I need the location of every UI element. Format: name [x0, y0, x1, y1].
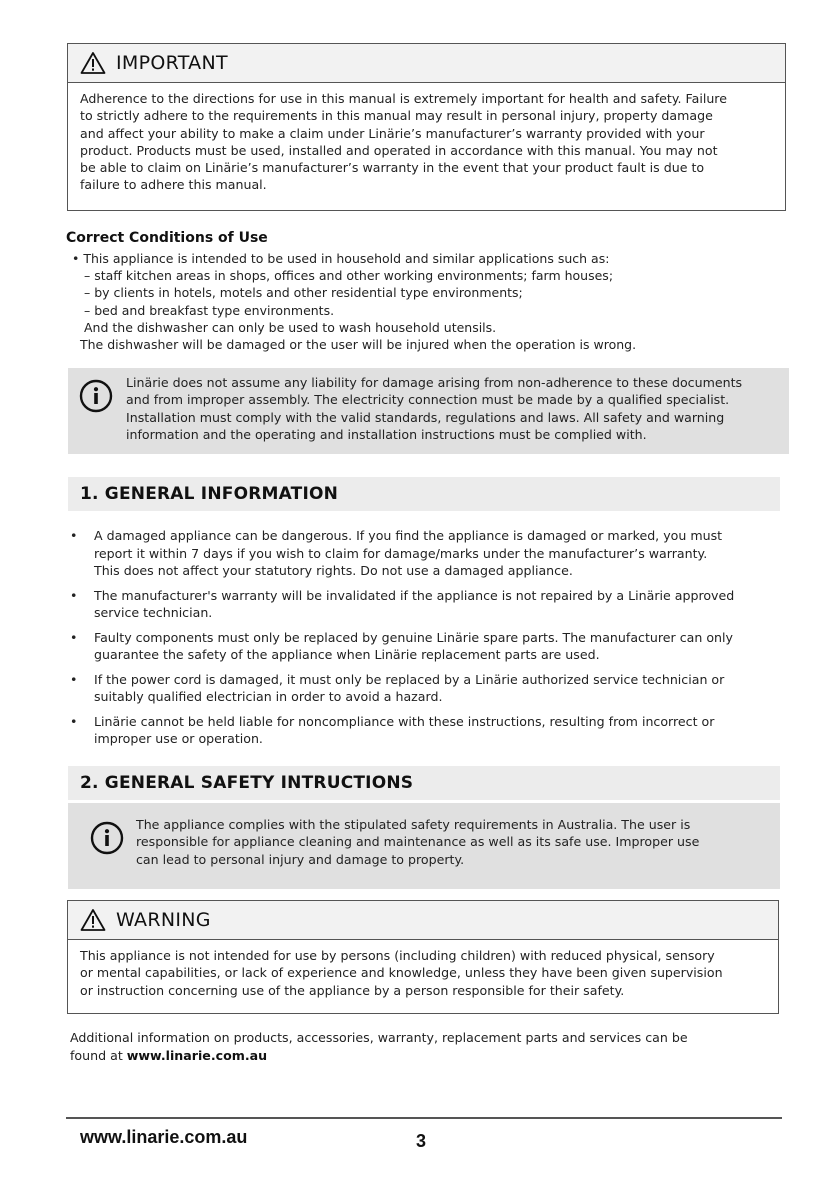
info-notice-safety: [68, 803, 780, 889]
list-item-line: report it within 7 days if you wish to claim for damage/marks under the manufacturer’s warranty.: [94, 545, 708, 561]
conditions-line: – staff kitchen areas in shops, offices and other working environments; farm houses;: [84, 268, 614, 284]
warning-line: This appliance is not intended for use by persons (including children) with reduced physical, sensory: [80, 948, 715, 963]
list-item: [66, 629, 782, 664]
important-line: and affect your ability to make a claim under Linärie’s manufacturer’s warranty provided with your: [80, 125, 705, 141]
info-text: [126, 374, 742, 443]
list-item-line: improper use or operation.: [94, 731, 263, 746]
info-icon: [90, 821, 124, 855]
conditions-line: The dishwasher will be damaged or the user will be injured when the operation is wrong.: [80, 337, 637, 353]
footnote-prefix: found at: [70, 1047, 127, 1063]
list-item-line: suitably qualified electrician in order to avoid a hazard.: [94, 689, 443, 704]
warning-triangle-icon: [80, 51, 106, 75]
list-item-line: Faulty components must only be replaced by genuine Linärie spare parts. The manufacturer can only: [94, 629, 733, 645]
info-line: The appliance complies with the stipulated safety requirements in Australia. The user is: [136, 817, 691, 832]
warning-text: [68, 940, 778, 1005]
section-heading-general-information: [68, 477, 780, 511]
important-line: to strictly adhere to the requirements in this manual may result in personal injury, property damage: [80, 108, 713, 124]
conditions-line: – bed and breakfast type environments.: [84, 302, 335, 318]
list-item-line: Linärie cannot be held liable for noncompliance with these instructions, resulting from incorrect or: [94, 713, 715, 729]
bullet-icon: •: [70, 587, 78, 603]
important-title: IMPORTANT: [116, 52, 228, 74]
important-line: failure to adhere this manual.: [80, 177, 267, 193]
warning-line: or mental capabilities, or lack of experience and knowledge, unless they have been given supervision: [80, 965, 723, 981]
list-item-line: This does not affect your statutory rights. Do not use a damaged appliance.: [94, 563, 573, 578]
footnote-line: Additional information on products, accessories, warranty, replacement parts and services can be: [70, 1030, 688, 1045]
bullet-icon: •: [70, 713, 78, 729]
conditions-line: • This appliance is intended to be used in household and similar applications such as:: [72, 251, 610, 266]
info-line: can lead to personal injury and damage to property.: [136, 851, 465, 867]
conditions-list: [72, 250, 636, 353]
info-icon: [79, 379, 113, 413]
list-item-line: If the power cord is damaged, it must only be replaced by a Linärie authorized service technician or: [94, 671, 725, 687]
footnote-line: [70, 1047, 770, 1065]
info-line: Linärie does not assume any liability for damage arising from non-adherence to these documents: [126, 375, 743, 390]
important-header: [68, 44, 785, 83]
conditions-line: – by clients in hotels, motels and other residential type environments;: [84, 285, 523, 301]
info-line: responsible for appliance cleaning and maintenance as well as its safe use. Improper use: [136, 834, 700, 850]
important-line: be able to claim on Linärie’s manufacturer’s warranty in the event that your product fault is due to: [80, 160, 705, 176]
important-line: Adherence to the directions for use in this manual is extremely important for health and safety. Failure: [80, 91, 727, 106]
info-line: Installation must comply with the valid standards, regulations and laws. All safety and warning: [126, 409, 725, 425]
list-item: [66, 713, 782, 748]
info-line: information and the operating and installation instructions must be complied with.: [126, 426, 647, 442]
general-information-list: [66, 527, 782, 755]
list-item: [66, 587, 782, 622]
list-item-line: guarantee the safety of the appliance when Linärie replacement parts are used.: [94, 647, 600, 662]
list-item-line: A damaged appliance can be dangerous. If you find the appliance is damaged or marked, you must: [94, 528, 723, 543]
additional-information: [70, 1029, 770, 1064]
bullet-icon: •: [70, 629, 78, 645]
important-text: [68, 83, 785, 202]
important-line: product. Products must be used, installed and operated in accordance with this manual. You may not: [80, 142, 718, 158]
warning-line: or instruction concerning use of the appliance by a person responsible for their safety.: [80, 982, 625, 998]
warning-title: WARNING: [116, 909, 211, 931]
bullet-icon: •: [70, 528, 78, 543]
list-item: [66, 671, 782, 706]
page-number: 3: [416, 1131, 427, 1151]
important-notice: [67, 43, 786, 211]
website-link[interactable]: www.linarie.com.au: [126, 1047, 268, 1063]
footer-divider: [66, 1117, 782, 1119]
bullet-icon: •: [70, 671, 78, 687]
section-title: 1. GENERAL INFORMATION: [80, 484, 339, 504]
list-item-line: The manufacturer's warranty will be invalidated if the appliance is not repaired by a Linärie approved: [94, 587, 735, 603]
footer-website: www.linarie.com.au: [80, 1127, 248, 1147]
section-title: 2. GENERAL SAFETY INTRUCTIONS: [80, 773, 414, 793]
conditions-heading: Correct Conditions of Use: [66, 230, 268, 246]
info-text: [136, 816, 699, 868]
list-item-line: service technician.: [94, 605, 213, 620]
conditions-line: And the dishwasher can only be used to wash household utensils.: [84, 319, 497, 335]
warning-notice: [67, 900, 779, 1014]
info-notice-liability: [68, 368, 789, 454]
info-line: and from improper assembly. The electricity connection must be made by a qualified specialist.: [126, 392, 730, 408]
warning-header: [68, 901, 778, 940]
warning-triangle-icon: [80, 908, 106, 932]
list-item: [66, 527, 782, 580]
section-heading-general-safety: [68, 766, 780, 800]
